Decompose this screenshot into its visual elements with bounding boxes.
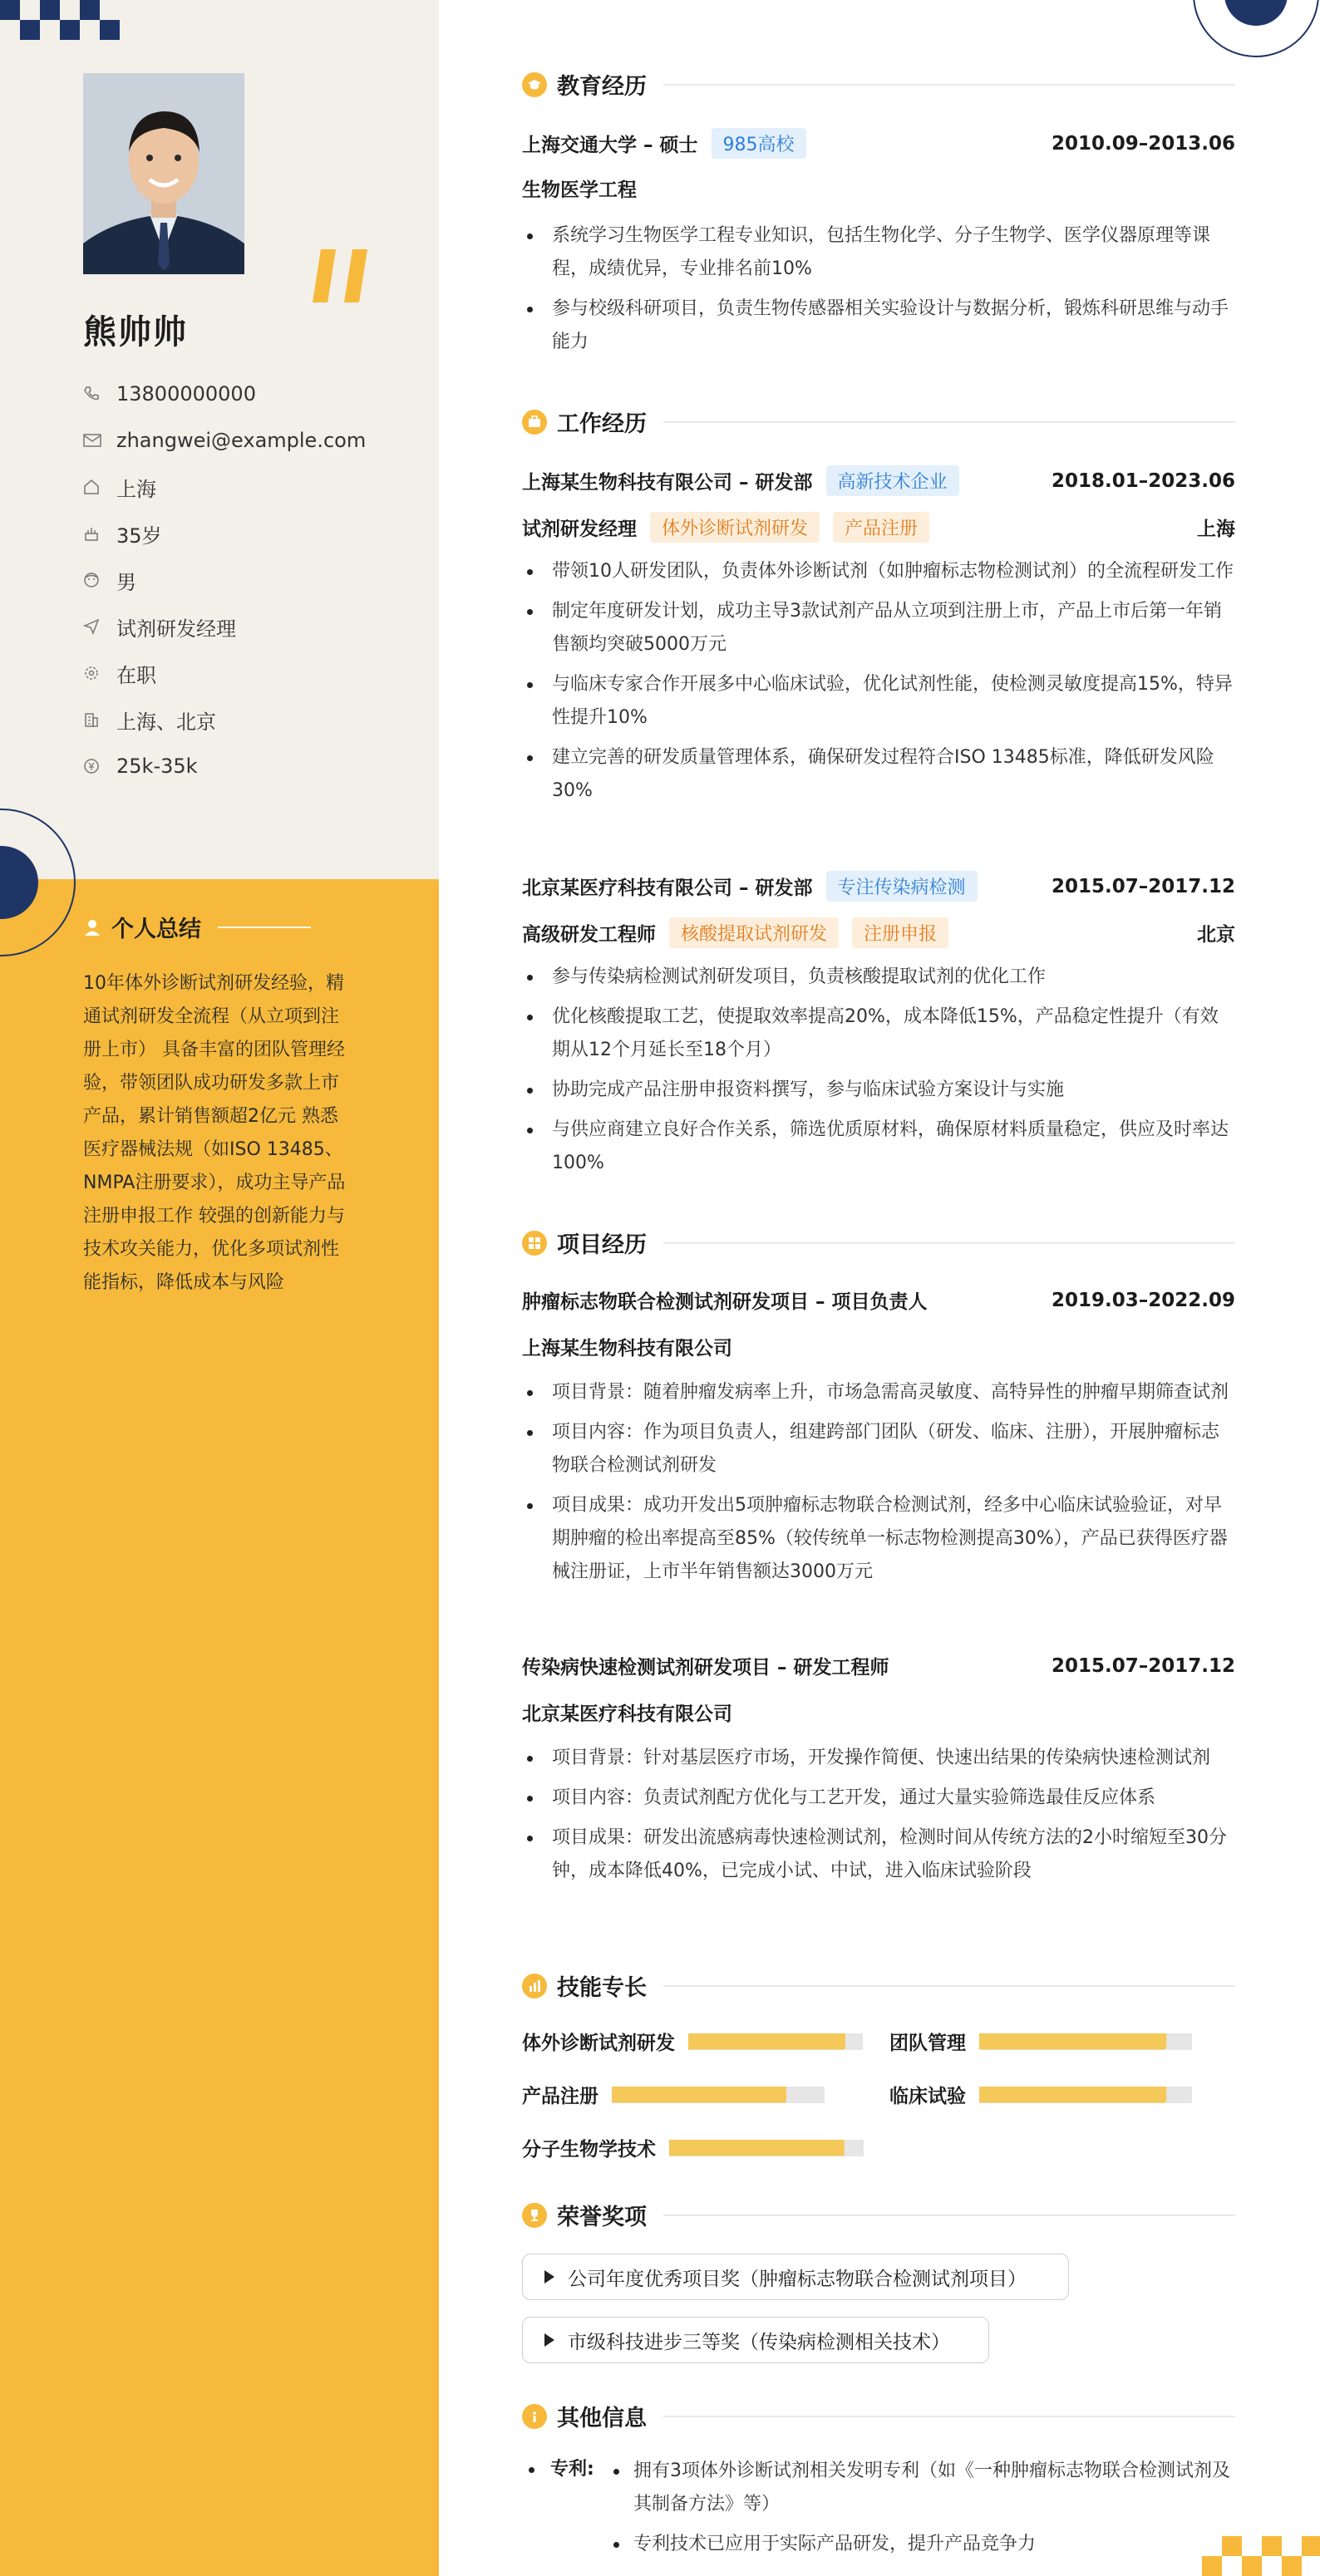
job-bullets — [522, 555, 1235, 814]
job-date: 2018.01–2023.06 — [1051, 469, 1235, 492]
job-city: 上海 — [1197, 519, 1235, 540]
project-date: 2019.03–2022.09 — [1051, 1289, 1235, 1311]
project-company-row — [522, 1698, 1235, 1726]
divider — [663, 421, 1235, 423]
section-other: 其他信息 — [522, 2400, 1235, 2432]
list-item: 制定年度研发计划，成功主导3款试剂产品从立项到注册上市，产品上市后第一年销售额均突破5000万元 — [522, 595, 1235, 661]
graduation-icon — [522, 72, 547, 97]
skill-bar-fill — [669, 2140, 845, 2156]
job-city: 北京 — [1197, 924, 1235, 946]
project-name: 传染病快速检测试剂研发项目 – 研发工程师 — [522, 1657, 889, 1679]
project-date: 2015.07–2017.12 — [1051, 1654, 1235, 1677]
skill-item: 临床试验 — [889, 2081, 1192, 2108]
list-item: 与临床专家合作开展多中心临床试验，优化试剂性能，使检测灵敏度提高15%，特异性提升10% — [522, 668, 1235, 735]
list-item: 带领10人研发团队，负责体外诊断试剂（如肿瘤标志物检测试剂）的全流程研发工作 — [522, 555, 1235, 588]
divider — [218, 927, 311, 928]
list-item: 项目背景：随着肿瘤发病率上升，市场急需高灵敏度、高特异性的肿瘤早期筛查试剂 — [522, 1376, 1235, 1409]
status-icon — [83, 663, 116, 683]
skill-tag: 产品注册 — [833, 512, 929, 543]
bar-chart-icon — [522, 1974, 547, 1998]
contact-info-list — [83, 371, 366, 789]
patent-list — [608, 2455, 1235, 2568]
skill-tag: 注册申报 — [852, 917, 948, 948]
gender-icon — [83, 570, 116, 590]
info-work-city: 上海、北京 — [83, 696, 366, 743]
divider — [663, 1985, 1235, 1987]
job-date: 2015.07–2017.12 — [1051, 875, 1235, 897]
section-education: 教育经历 — [522, 68, 1235, 101]
grid-icon — [522, 1231, 547, 1256]
briefcase-icon — [522, 410, 547, 435]
company-name: 上海某生物科技有限公司 – 研发部 — [522, 472, 813, 494]
triangle-right-icon — [544, 2333, 554, 2347]
list-item: 与供应商建立良好合作关系，筛选优质原材料，确保原材料质量稳定，供应及时率达100% — [522, 1113, 1235, 1180]
education-major-row — [522, 175, 1235, 202]
award-item[interactable]: 公司年度优秀项目奖（肿瘤标志物联合检测试剂项目） — [522, 2254, 1069, 2300]
skill-bar-fill — [612, 2087, 786, 2103]
list-item: 项目内容：负责试剂配方优化与工艺开发，通过大量实验筛选最佳反应体系 — [522, 1782, 1235, 1815]
list-item: 项目成果：成功开发出5项肿瘤标志物联合检测试剂，经多中心临床试验验证，对早期肿瘤的检出率提高至85%（较传统单一标志物检测提高30%），产品已获得医疗器械注册证，上市半年销售额达3000万元 — [522, 1489, 1235, 1589]
school-name: 上海交通大学 – 硕士 — [522, 135, 698, 156]
project-header — [522, 1286, 1235, 1314]
quote-icon — [311, 249, 374, 302]
info-age: 35岁 — [83, 510, 366, 557]
project-company: 上海某生物科技有限公司 — [522, 1338, 732, 1359]
skill-item: 体外诊断试剂研发 — [522, 2028, 863, 2055]
checker-decoration — [0, 0, 126, 40]
divider — [663, 2416, 1235, 2417]
circle-decoration — [1192, 0, 1320, 58]
skill-bar-fill — [979, 2033, 1166, 2050]
divider — [663, 1242, 1235, 1244]
job-header — [522, 465, 1235, 496]
skill-tag: 体外诊断试剂研发 — [650, 512, 820, 543]
list-item: 系统学习生物医学工程专业知识，包括生物化学、分子生物学、医学仪器原理等课程，成绩优异，专业排名前10% — [522, 219, 1235, 286]
section-projects: 项目经历 — [522, 1227, 1235, 1259]
education-header — [522, 128, 1235, 159]
section-skills: 技能专长 — [522, 1969, 1235, 2002]
info-position: 试剂研发经理 — [83, 603, 366, 650]
info-email: zhangwei@example.com — [83, 417, 366, 464]
list-item: 参与传染病检测试剂研发项目，负责核酸提取试剂的优化工作 — [522, 961, 1235, 994]
home-icon — [83, 477, 116, 497]
job-position: 试剂研发经理 — [522, 519, 637, 540]
divider — [663, 2215, 1235, 2216]
info-gender: 男 — [83, 557, 366, 603]
mail-icon — [83, 430, 116, 450]
project-name: 肿瘤标志物联合检测试剂研发项目 – 项目负责人 — [522, 1291, 928, 1313]
triangle-right-icon — [544, 2270, 554, 2283]
list-item: 拥有3项体外诊断试剂相关发明专利（如《一种肿瘤标志物联合检测试剂及其制备方法》等） — [608, 2455, 1235, 2521]
info-icon — [522, 2404, 547, 2429]
job-position: 高级研发工程师 — [522, 924, 656, 946]
info-status: 在职 — [83, 650, 366, 696]
info-city: 上海 — [83, 464, 366, 510]
list-item: 优化核酸提取工艺，使提取效率提高20%，成本降低15%，产品稳定性提升（有效期从12个月延长至18个月） — [522, 1000, 1235, 1067]
phone-icon — [83, 384, 116, 404]
job-position-row — [522, 512, 1235, 543]
list-item: 项目成果：研发出流感病毒快速检测试剂，检测时间从传统方法的2小时缩短至30分钟，成本降低40%，已完成小试、中试，进入临床试验阶段 — [522, 1821, 1235, 1888]
job-header — [522, 871, 1235, 902]
skill-tag: 核酸提取试剂研发 — [669, 917, 839, 948]
list-item: 建立完善的研发质量管理体系，确保研发过程符合ISO 13485标准，降低研发风险30% — [522, 741, 1235, 808]
salary-icon — [83, 756, 116, 776]
patent-label: 专利: — [550, 2455, 594, 2480]
skill-bar — [979, 2087, 1192, 2103]
list-item: 参与校级科研项目，负责生物传感器相关实验设计与数据分析，锻炼科研思维与动手能力 — [522, 293, 1235, 359]
candidate-name: 熊帅帅 — [83, 313, 188, 351]
sidebar — [0, 0, 439, 2576]
building-icon — [83, 710, 116, 730]
skill-bar — [669, 2140, 864, 2156]
summary-heading: 个人总结 — [83, 911, 311, 943]
skill-bar-fill — [979, 2087, 1166, 2103]
project-company-row — [522, 1333, 1235, 1360]
avatar — [83, 73, 244, 274]
user-icon — [83, 918, 101, 937]
list-item: 协助完成产品注册申报资料撰写，参与临床试验方案设计与实施 — [522, 1074, 1235, 1107]
company-name: 北京某医疗科技有限公司 – 研发部 — [522, 878, 813, 899]
info-salary: 25k-35k — [83, 743, 366, 789]
company-tag: 专注传染病检测 — [826, 871, 978, 902]
skill-item: 分子生物学技术 — [522, 2134, 864, 2161]
list-item: 专利技术已应用于实际产品研发，提升产品竞争力 — [608, 2528, 1235, 2561]
education-bullets — [522, 219, 1235, 366]
skill-bar — [979, 2033, 1192, 2050]
company-tag: 高新技术企业 — [826, 465, 959, 496]
skill-bar — [612, 2087, 825, 2103]
summary-text: 10年体外诊断试剂研发经验，精通试剂研发全流程（从立项到注册上市） 具备丰富的团队管理经验，带领团队成功研发多款上市产品，累计销售额超2亿元 熟悉医疗器械法规（如ISO 13485、NMPA注册要求），成功主导产品注册申报工作 较强的创新能力与技术攻关能力，优化多项试剂性能指标，降低成本与风险 — [83, 973, 346, 1293]
skill-bar-fill — [688, 2033, 845, 2050]
major: 生物医学工程 — [522, 179, 637, 201]
project-header — [522, 1652, 1235, 1679]
send-icon — [83, 617, 116, 637]
skill-item: 团队管理 — [889, 2028, 1192, 2055]
skill-item: 产品注册 — [522, 2081, 825, 2108]
skill-bar — [688, 2033, 863, 2050]
section-work: 工作经历 — [522, 406, 1235, 438]
job-position-row — [522, 917, 1235, 948]
info-phone: 13800000000 — [83, 371, 366, 417]
list-item: 项目背景：针对基层医疗市场，开发操作简便、快速出结果的传染病快速检测试剂 — [522, 1742, 1235, 1775]
award-item[interactable]: 市级科技进步三等奖（传染病检测相关技术） — [522, 2317, 989, 2363]
list-item: 项目内容：作为项目负责人，组建跨部门团队（研发、临床、注册），开展肿瘤标志物联合检测试剂研发 — [522, 1416, 1235, 1482]
project-bullets — [522, 1376, 1235, 1595]
project-company: 北京某医疗科技有限公司 — [522, 1703, 732, 1725]
job-bullets — [522, 961, 1235, 1187]
school-tag: 985高校 — [712, 128, 806, 159]
circle-decoration — [0, 808, 76, 957]
section-awards: 荣誉奖项 — [522, 2199, 1235, 2231]
trophy-icon — [522, 2203, 547, 2228]
project-bullets — [522, 1742, 1235, 1895]
education-date: 2010.09–2013.06 — [1051, 132, 1235, 155]
age-icon — [83, 524, 116, 543]
divider — [663, 84, 1235, 86]
